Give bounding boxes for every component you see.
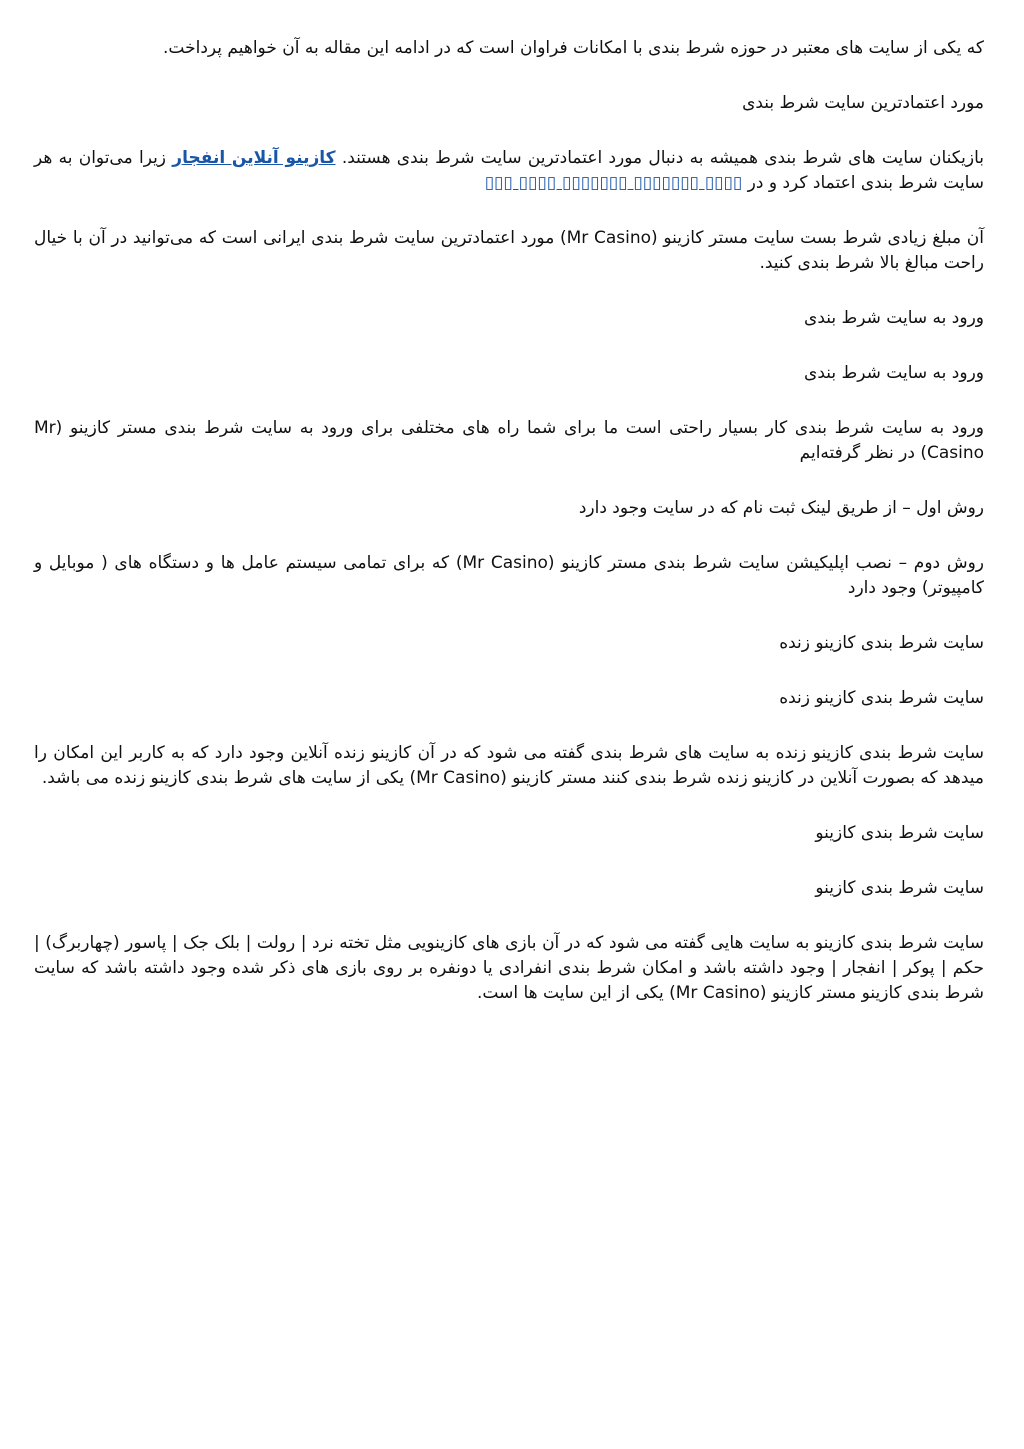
heading-live-casino-2: سایت شرط بندی کازینو زنده <box>779 688 984 708</box>
casino-paragraph: سایت شرط بندی کازینو به سایت هایی گفته می شود که در آن بازی های کازینویی مثل تخته نرد | رولت | بلک جک | پاسور (چهاربرگ) | حکم | پوکر | انفجار | وجود داشته باشد و امکان شرط بندی انفرادی یا دونفره بر روی بازی های ذکر شده وجود داشته باشد که سایت شرط بندی کازینو مستر کازینو (Mr Casino) یکی از این سایت ها است. <box>34 933 984 1003</box>
entry-paragraph: ورود به سایت شرط بندی کار بسیار راحتی است ما برای شما راه های مختلفی برای ورود به سایت شرط بندی مستر کازینو (Mr Casino) در نظر گرفته‌ایم <box>34 418 984 463</box>
trusted-paragraph <box>34 146 984 196</box>
live-casino-paragraph: سایت شرط بندی کازینو زنده به سایت های شرط بندی گفته می شود که در آن کازینو زنده آنلاین وجود دارد که به کاربر این امکان را میدهد که بصورت آنلاین در کازینو زنده شرط بندی کنند مستر کازینو (Mr Casino) یکی از سایت های شرط بندی کازینو زنده می باشد. <box>34 743 984 788</box>
trusted-paragraph-text: بازیکنان سایت های شرط بندی همیشه به دنبال مورد اعتمادترین سایت شرط بندی هستند. <box>341 148 985 168</box>
broken-glyph-link[interactable]: ▯▯▯▯ ▯▯▯▯▯▯▯ ▯▯▯▯▯▯▯ ▯▯▯▯ ▯▯▯ <box>484 173 743 193</box>
heading-live-casino-1: سایت شرط بندی کازینو زنده <box>779 633 984 653</box>
intro-paragraph: که یکی از سایت های معتبر در حوزه شرط بندی با امکانات فراوان است که در ادامه این مقاله به آن خواهیم پرداخت. <box>163 38 984 58</box>
mr-casino-paragraph: آن مبلغ زیادی شرط بست سایت مستر کازینو (Mr Casino) مورد اعتمادترین سایت شرط بندی ایرانی است که می‌توانید در آن با خیال راحت مبالغ بالا شرط بندی کنید. <box>34 228 985 273</box>
heading-entry-2: ورود به سایت شرط بندی <box>804 363 984 383</box>
heading-casino-1: سایت شرط بندی کازینو <box>815 823 984 843</box>
online-casino-link[interactable]: کازینو آنلاین انفجار <box>172 148 336 168</box>
heading-entry-1: ورود به سایت شرط بندی <box>804 308 984 328</box>
heading-trusted-site: مورد اعتمادترین سایت شرط بندی <box>742 93 984 113</box>
article-body <box>34 36 984 1036</box>
method-two-paragraph: روش دوم – نصب اپلیکیشن سایت شرط بندی مستر کازینو (Mr Casino) که برای تمامی سیستم عامل ها و دستگاه های ( موبایل و کامپیوتر) وجود دارد <box>34 553 984 598</box>
trusted-paragraph-text-b: زیرا می‌توان به هر سایت شرط بندی اعتماد کرد و در <box>34 148 984 193</box>
method-one-paragraph: روش اول – از طریق لینک ثبت نام که در سایت وجود دارد <box>578 498 984 518</box>
heading-casino-2: سایت شرط بندی کازینو <box>815 878 984 898</box>
